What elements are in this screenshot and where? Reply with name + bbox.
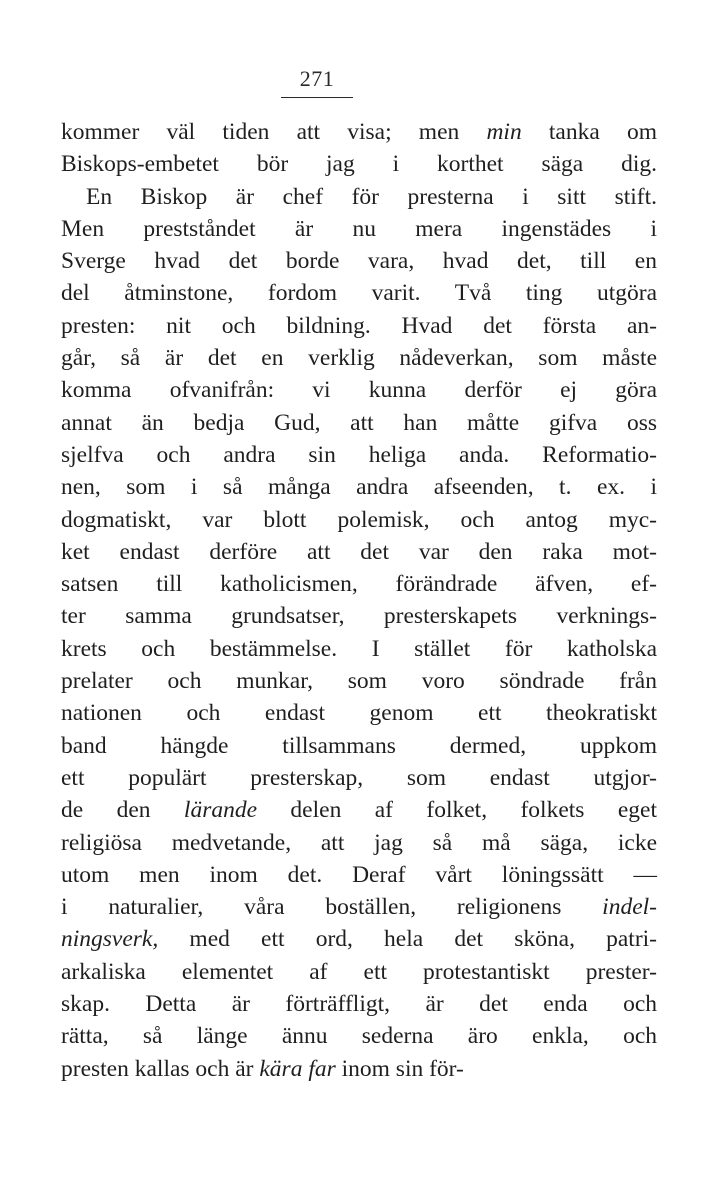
body-text	[61, 116, 657, 1085]
text-line	[61, 794, 657, 826]
text-segment: religiösa medvetande, att jag så må säga, icke	[61, 829, 657, 856]
text-line	[61, 633, 657, 665]
text-line	[61, 923, 657, 955]
text-line	[61, 277, 657, 309]
text-line	[61, 956, 657, 988]
text-line	[61, 245, 657, 277]
text-line	[61, 697, 657, 729]
text-segment: prelater och munkar, som voro söndrade från	[61, 668, 657, 695]
text-segment: går, så är det en verklig nådeverkan, som måste	[61, 345, 657, 372]
text-line	[61, 504, 657, 536]
text-segment: presten: nit och bildning. Hvad det första an-	[61, 312, 657, 339]
text-segment: En Biskop är chef för presterna i sitt stift.	[86, 183, 657, 210]
text-segment: presten kallas och är	[61, 1055, 260, 1082]
text-line	[61, 116, 657, 148]
text-line	[61, 988, 657, 1020]
text-segment: i naturalier, våra boställen, religionens	[61, 894, 603, 921]
text-line	[61, 762, 657, 794]
text-segment: band hängde tillsammans dermed, uppkom	[61, 732, 657, 759]
text-line	[61, 568, 657, 600]
page-number: 271	[299, 66, 335, 91]
italic-text: kära far	[259, 1055, 336, 1082]
text-segment: skap. Detta är förträffligt, är det enda och	[61, 991, 657, 1018]
text-segment: ett populärt presterskap, som endast utgjor-	[61, 764, 657, 791]
text-segment: satsen till katholicismen, förändrade äfven, ef-	[61, 571, 657, 598]
text-segment: ket endast derföre att det var den raka mot-	[61, 538, 657, 565]
text-line	[61, 181, 657, 213]
text-line	[61, 439, 657, 471]
text-segment: Biskops-embetet bör jag i korthet säga dig.	[61, 151, 657, 178]
text-segment: arkaliska elementet af ett protestantiskt prester-	[61, 958, 657, 985]
text-line	[61, 342, 657, 374]
text-segment: ter samma grundsatser, presterskapets verknings-	[61, 603, 657, 630]
italic-text: ningsverk,	[61, 926, 159, 953]
text-segment: nen, som i så många andra afseenden, t. ex. i	[61, 474, 657, 501]
italic-text: min	[486, 119, 522, 145]
text-segment: utom men inom det. Deraf vårt löningssätt —	[61, 861, 657, 888]
italic-text: indel-	[602, 894, 657, 921]
page-number-rule	[281, 97, 353, 98]
text-segment: krets och bestämmelse. I stället för katholska	[61, 635, 657, 662]
text-line	[61, 730, 657, 762]
text-line	[61, 827, 657, 859]
text-segment: Men prestståndet är nu mera ingenstädes i	[61, 215, 657, 242]
text-segment: komma ofvanifrån: vi kunna derför ej göra	[61, 377, 657, 404]
text-segment: kommer väl tiden att visa; men	[61, 119, 487, 145]
text-line	[61, 148, 657, 180]
text-line	[61, 600, 657, 632]
text-line	[61, 536, 657, 568]
text-line	[61, 1053, 657, 1085]
text-segment: delen af folket, folkets eget	[257, 797, 657, 824]
text-segment: inom sin för-	[335, 1055, 464, 1082]
text-line	[61, 407, 657, 439]
text-segment: dogmatiskt, var blott polemisk, och antog myc-	[61, 506, 657, 533]
text-segment: nationen och endast genom ett theokratiskt	[61, 700, 657, 727]
text-segment: sjelfva och andra sin heliga anda. Reformatio-	[61, 441, 657, 468]
text-line	[61, 310, 657, 342]
text-segment: Sverge hvad det borde vara, hvad det, till en	[61, 248, 657, 275]
text-segment: annat än bedja Gud, att han måtte gifva oss	[61, 409, 657, 436]
text-line	[61, 471, 657, 503]
text-segment: rätta, så länge ännu sederna äro enkla, och	[61, 1023, 657, 1050]
text-line	[61, 374, 657, 406]
italic-text: lärande	[183, 797, 258, 824]
text-segment: de den	[61, 797, 184, 824]
text-line	[61, 1020, 657, 1052]
text-line	[61, 891, 657, 923]
text-line	[61, 213, 657, 245]
text-segment: med ett ord, hela det sköna, patri-	[158, 926, 657, 953]
text-segment: del åtminstone, fordom varit. Två ting utgöra	[61, 280, 657, 307]
text-segment: tanka om	[521, 119, 657, 145]
text-line	[61, 859, 657, 891]
text-line	[61, 665, 657, 697]
